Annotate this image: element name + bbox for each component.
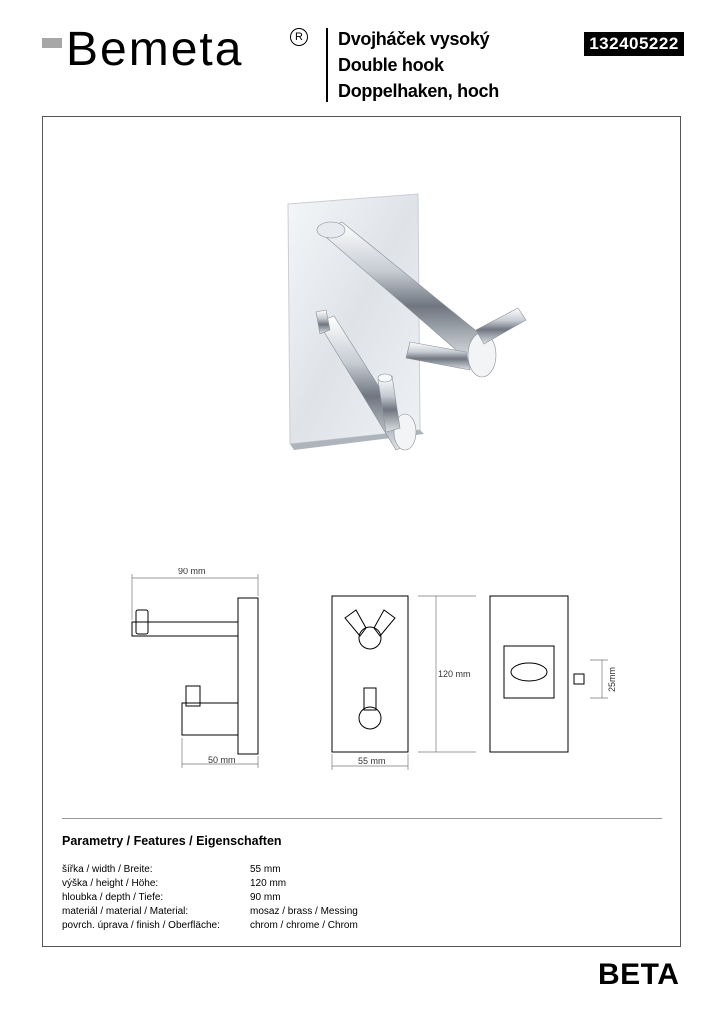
- registered-mark: R: [290, 28, 308, 46]
- feature-label: výška / height / Höhe:: [62, 878, 159, 889]
- brand-logo: Bemeta: [66, 23, 244, 76]
- feature-row: [62, 891, 358, 905]
- dim-side-depth: 50 mm: [208, 755, 236, 765]
- title-de: Doppelhaken, hoch: [338, 81, 499, 101]
- dim-side-width: 90 mm: [178, 568, 206, 576]
- product-photo: [280, 192, 540, 472]
- feature-label: povrch. úprava / finish / Oberfläche:: [62, 920, 220, 931]
- feature-value: 90 mm: [250, 892, 281, 903]
- feature-row: [62, 877, 358, 891]
- feature-value: 120 mm: [250, 878, 287, 889]
- features-table: [62, 863, 358, 933]
- feature-label: hloubka / depth / Tiefe:: [62, 892, 164, 903]
- technical-drawings: [120, 568, 640, 778]
- dim-mount-size: 25mm: [607, 666, 617, 692]
- feature-row: [62, 905, 358, 919]
- logo-accent-bar: [42, 38, 62, 48]
- feature-value: 55 mm: [250, 864, 281, 875]
- dim-front-height: 120 mm: [438, 669, 471, 679]
- features-divider: [62, 818, 662, 819]
- title-en: Double hook: [338, 55, 444, 75]
- features-title: Parametry / Features / Eigenschaften: [62, 834, 282, 848]
- feature-row: [62, 863, 358, 877]
- product-titles: [338, 26, 499, 104]
- series-name: BETA: [598, 958, 680, 991]
- feature-label: šířka / width / Breite:: [62, 864, 153, 875]
- feature-value: mosaz / brass / Messing: [250, 906, 358, 917]
- product-code-badge: 132405222: [584, 32, 684, 56]
- feature-value: chrom / chrome / Chrom: [250, 920, 358, 931]
- title-cz: Dvojháček vysoký: [338, 29, 490, 49]
- feature-label: materiál / material / Material:: [62, 906, 189, 917]
- feature-row: [62, 919, 358, 933]
- dim-front-width: 55 mm: [358, 756, 386, 766]
- title-divider: [326, 28, 328, 102]
